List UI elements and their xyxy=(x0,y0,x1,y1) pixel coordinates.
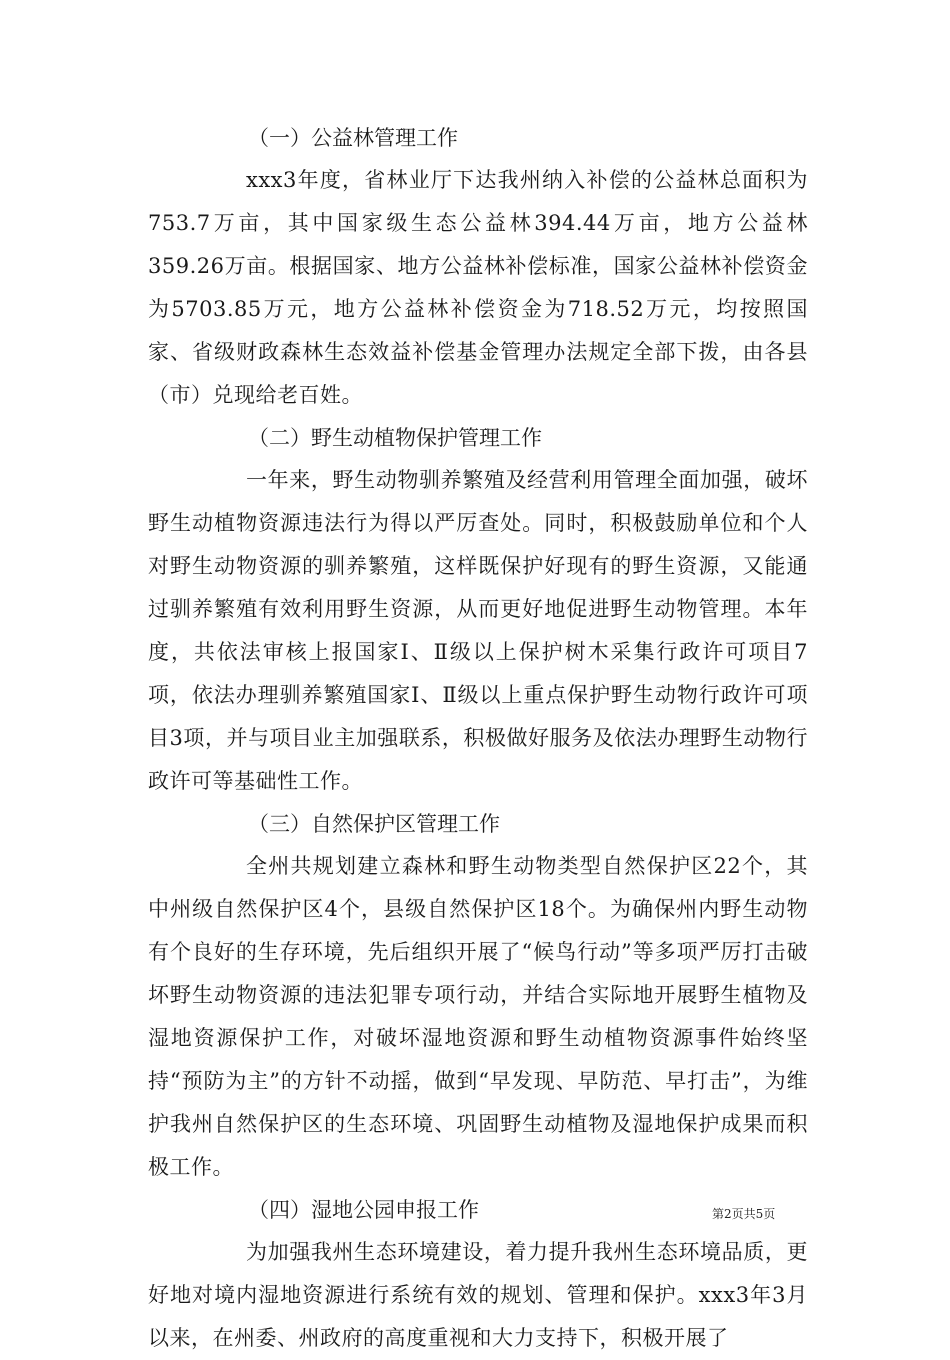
section-public-forest xyxy=(148,117,808,417)
page-number-footer: 第2页共5页 xyxy=(712,1207,776,1221)
section-heading: （一）公益林管理工作 xyxy=(248,126,458,150)
document-body xyxy=(148,117,808,1360)
section-heading: （四）湿地公园申报工作 xyxy=(248,1198,479,1222)
section-paragraph: 一年来，野生动物驯养繁殖及经营利用管理全面加强，破坏野生动植物资源违法行为得以严厉查处。同时，积极鼓励单位和个人对野生动物资源的驯养繁殖，这样既保护好现有的野生资源，又能通过驯养繁殖有效利用野生资源，从而更好地促进野生动物管理。本年度，共依法审核上报国家Ⅰ、Ⅱ级以上保护树木采集行政许可项目7项，依法办理驯养繁殖国家Ⅰ、Ⅱ级以上重点保护野生动物行政许可项目3项，并与项目业主加强联系，积极做好服务及依法办理野生动物行政许可等基础性工作。 xyxy=(148,468,808,793)
section-nature-reserve xyxy=(148,803,808,1189)
section-wildlife-protection xyxy=(148,417,808,803)
section-paragraph: xxx3年度，省林业厅下达我州纳入补偿的公益林总面积为753.7万亩，其中国家级生态公益林394.44万亩，地方公益林359.26万亩。根据国家、地方公益林补偿标准，国家公益林补偿资金为5703.85万元，地方公益林补偿资金为718.52万元，均按照国家、省级财政森林生态效益补偿基金管理办法规定全部下拨，由各县（市）兑现给老百姓。 xyxy=(148,168,808,407)
section-heading: （三）自然保护区管理工作 xyxy=(248,812,500,836)
section-paragraph: 全州共规划建立森林和野生动物类型自然保护区22个，其中州级自然保护区4个，县级自然保护区18个。为确保州内野生动物有个良好的生存环境，先后组织开展了“候鸟行动”等多项严厉打击破坏野生动物资源的违法犯罪专项行动，并结合实际地开展野生植物及湿地资源保护工作，对破坏湿地资源和野生动植物资源事件始终坚持“预防为主”的方针不动摇，做到“早发现、早防范、早打击”，为维护我州自然保护区的生态环境、巩固野生动植物及湿地保护成果而积极工作。 xyxy=(148,854,808,1179)
section-paragraph: 为加强我州生态环境建设，着力提升我州生态环境品质，更好地对境内湿地资源进行系统有效的规划、管理和保护。xxx3年3月以来，在州委、州政府的高度重视和大力支持下，积极开展了 xyxy=(148,1240,808,1350)
section-heading: （二）野生动植物保护管理工作 xyxy=(248,426,542,450)
section-wetland-park xyxy=(148,1189,808,1360)
